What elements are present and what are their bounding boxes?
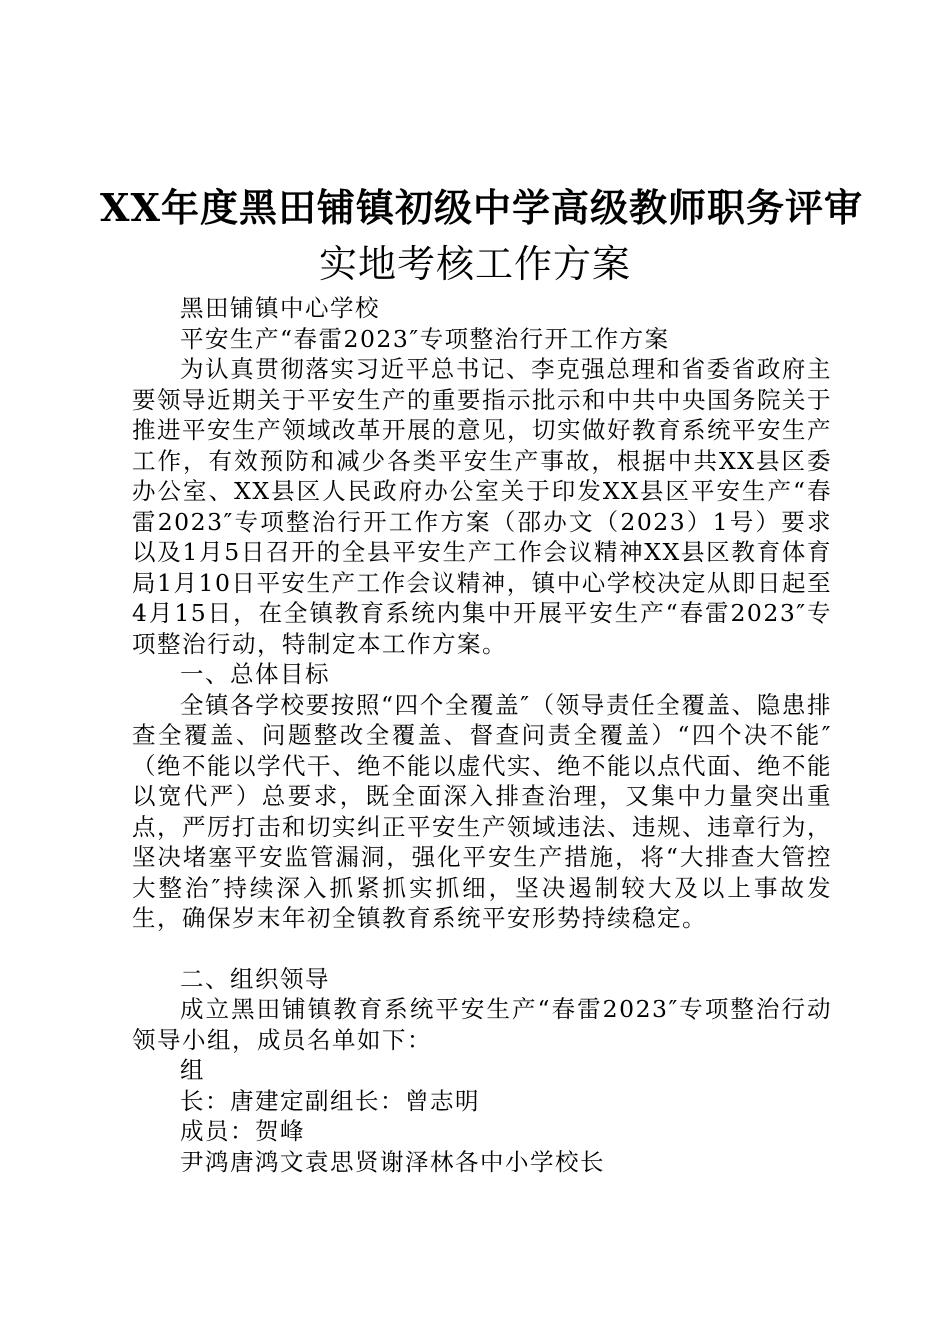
group-members-continued: 尹鸿唐鸿文袁思贤谢泽林各中小学校长 — [180, 1147, 605, 1176]
group-members: 成员：贺峰 — [180, 1117, 305, 1145]
document-title-line-1: XX年度黑田铺镇初级中学高级教师职务评审 — [100, 185, 863, 230]
section-heading-organization: 二、组织领导 — [180, 964, 330, 993]
organization-paragraph: 成立黑田铺镇教育系统平安生产“春雷2023″专项整治行动领导小组，成员名单如下： — [132, 995, 832, 1054]
school-name: 黑田铺镇中心学校 — [180, 294, 380, 322]
group-leaders: 长：唐建定副组长：曾志明 — [180, 1086, 480, 1115]
group-label: 组 — [180, 1056, 205, 1084]
goals-paragraph: 全镇各学校要按照“四个全覆盖″（领导责任全覆盖、隐患排查全覆盖、问题整改全覆盖、督查问责全覆盖）“四个决不能″（绝不能以学代干、绝不能以虚代实、绝不能以点代面、绝不能以宽代严）总要求，既全面深入排查治理，又集中力量突出重点，严厉打击和切实纠正平安生产领域违法、违规、违章行为，坚决堵塞平安监管漏洞，强化平安生产措施，将“大排查大管控大整治″持续深入抓紧抓实抓细，坚决遏制较大及以上事故发生，确保岁末年初全镇教育系统平安形势持续稳定。 — [132, 690, 832, 932]
section-heading-goals: 一、总体目标 — [180, 660, 330, 688]
intro-paragraph: 为认真贯彻落实习近平总书记、李克强总理和省委省政府主要领导近期关于平安生产的重要指示批示和中共中央国务院关于推进平安生产领域改革开展的意见，切实做好教育系统平安生产工作，有效预防和减少各类平安生产事故，根据中共XX县区委办公室、XX县区人民政府办公室关于印发XX县区平安生产“春雷2023″专项整治行开工作方案（邵办文（2023）1号）要求以及1月5日召开的全县平安生产工作会议精神XX县区教育体育局1月10日平安生产工作会议精神，镇中心学校决定从即日起至4月15日，在全镇教育系统内集中开展平安生产“春雷2023″专项整治行动，特制定本工作方案。 — [132, 355, 832, 658]
document-body — [132, 293, 832, 1177]
plan-subtitle: 平安生产“春雷2023″专项整治行开工作方案 — [180, 324, 670, 353]
document-title-line-2: 实地考核工作方案 — [318, 242, 631, 286]
paragraph-gap — [132, 934, 832, 964]
